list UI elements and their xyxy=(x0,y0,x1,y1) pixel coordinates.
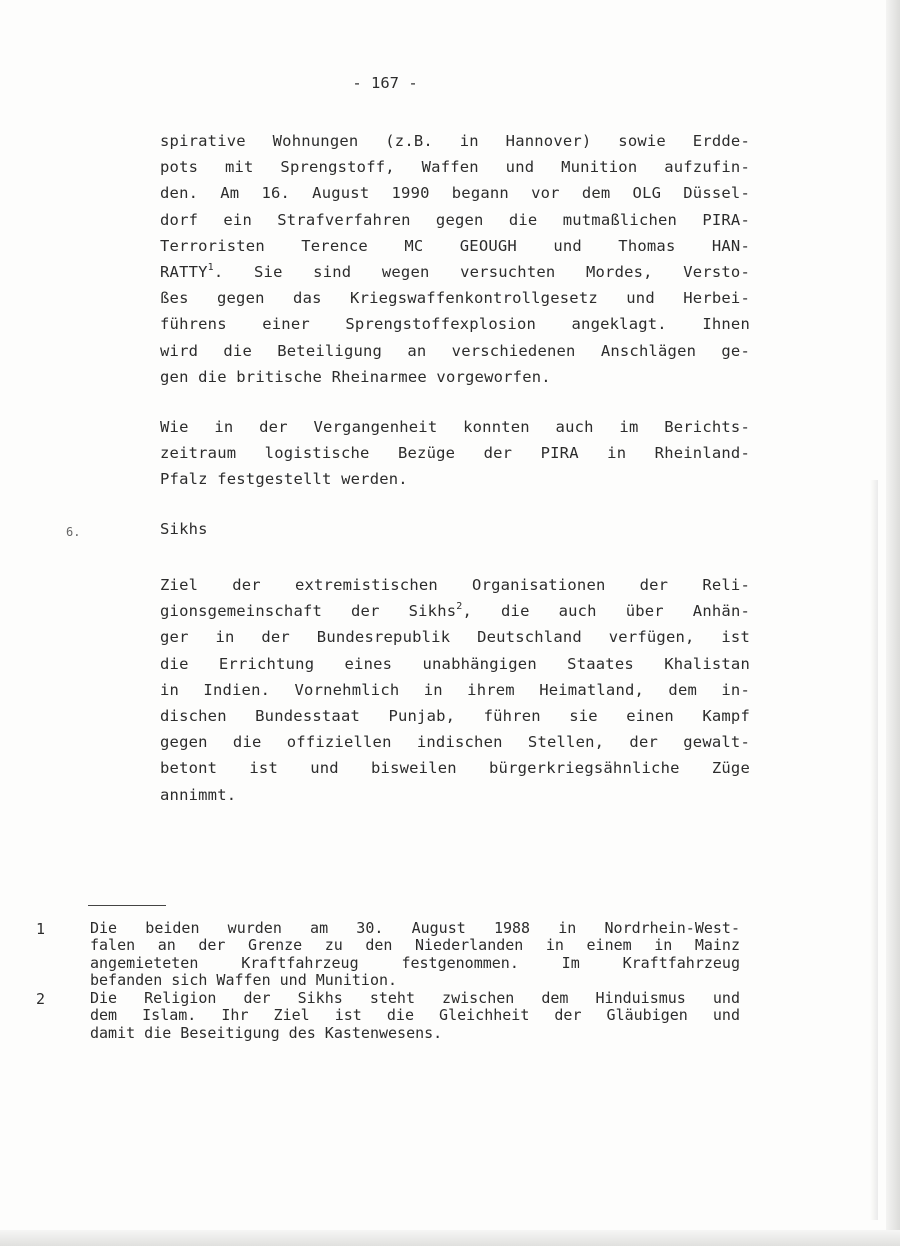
text-line: Die Religion der Sikhs steht zwischen dem Hinduismus und xyxy=(90,989,740,1007)
text-line: dorf ein Strafverfahren gegen die mutmaßlichen PIRA- xyxy=(160,210,750,229)
text-line: die Errichtung eines unabhängigen Staates Khalistan xyxy=(160,654,750,673)
text-line: dem Islam. Ihr Ziel ist die Gleichheit der Gläubigen und xyxy=(90,1006,740,1025)
text-line: damit die Beseitigung des Kastenwesens. xyxy=(90,1023,443,1042)
text-fragment: , die auch über Anhän- xyxy=(462,602,751,621)
text-line-with-footnote xyxy=(160,259,750,285)
footnote-mark: 1 xyxy=(36,920,46,938)
text-line: wird die Beteiligung an verschiedenen Anschlägen ge- xyxy=(160,341,750,360)
text-line: ger in der Bundesrepublik Deutschland verfügen, ist xyxy=(160,628,750,647)
text-line: gegen die offiziellen indischen Stellen, der gewalt- xyxy=(160,733,750,752)
text-line: dischen Bundesstaat Punjab, führen sie einen Kampf xyxy=(160,707,750,726)
text-line: Wie in der Vergangenheit konnten auch im Berichts- xyxy=(160,418,750,436)
text-fragment: . Sie sind wegen versuchten Mordes, Versto- xyxy=(213,263,750,282)
text-line: falen an der Grenze zu den Niederlanden in einem in Mainz xyxy=(90,936,740,955)
footnote-text xyxy=(90,920,740,990)
text-line: führens einer Sprengstoffexplosion angeklagt. Ihnen xyxy=(160,315,750,334)
text-fragment: gionsgemeinschaft der Sikhs xyxy=(160,602,457,621)
text-line-with-footnote xyxy=(160,598,750,624)
footnote-reference-1: 1 xyxy=(207,262,214,274)
scan-edge-right xyxy=(886,0,900,1246)
text-line: pots mit Sprengstoff, Waffen und Munition aufzufin- xyxy=(160,158,750,177)
text-line: in Indien. Vornehmlich in ihrem Heimatland, dem in- xyxy=(160,680,750,699)
text-line: befanden sich Waffen und Munition. xyxy=(90,971,398,990)
text-line: ßes gegen das Kriegswaffenkontrollgesetz und Herbei- xyxy=(160,289,750,308)
footnote-mark: 2 xyxy=(36,990,46,1008)
text-line: angemieteten Kraftfahrzeug festgenommen. Im Kraftfahrzeug xyxy=(90,953,740,972)
section-title: Sikhs xyxy=(160,520,208,538)
text-fragment: RATTY xyxy=(160,263,208,282)
text-line: annimmt. xyxy=(160,785,237,804)
text-line: betont ist und bisweilen bürgerkriegsähnliche Züge xyxy=(160,759,750,778)
text-line: Pfalz festgestellt werden. xyxy=(160,470,408,489)
page-number: - 167 - xyxy=(352,74,418,92)
text-line: den. Am 16. August 1990 begann vor dem OLG Düssel- xyxy=(160,184,750,203)
scan-edge-bottom xyxy=(0,1230,900,1246)
text-line: gen die britische Rheinarmee vorgeworfen. xyxy=(160,367,551,386)
paragraph-3 xyxy=(160,572,750,808)
footnote-reference-2: 2 xyxy=(456,601,463,613)
paragraph-2 xyxy=(160,414,750,493)
footnote-separator xyxy=(88,905,166,906)
text-line: Die beiden wurden am 30. August 1988 in Nordrhein-West- xyxy=(90,919,740,937)
text-line: spirative Wohnungen (z.B. in Hannover) sowie Erdde- xyxy=(160,132,750,150)
text-line: zeitraum logistische Bezüge der PIRA in Rheinland- xyxy=(160,444,750,463)
text-line: Terroristen Terence MC GEOUGH und Thomas HAN- xyxy=(160,236,750,255)
text-line: Ziel der extremistischen Organisationen der Reli- xyxy=(160,576,750,594)
paragraph-1 xyxy=(160,128,750,390)
scan-shadow xyxy=(870,480,878,1220)
footnote-text xyxy=(90,990,740,1042)
section-number: 6. xyxy=(66,525,81,539)
